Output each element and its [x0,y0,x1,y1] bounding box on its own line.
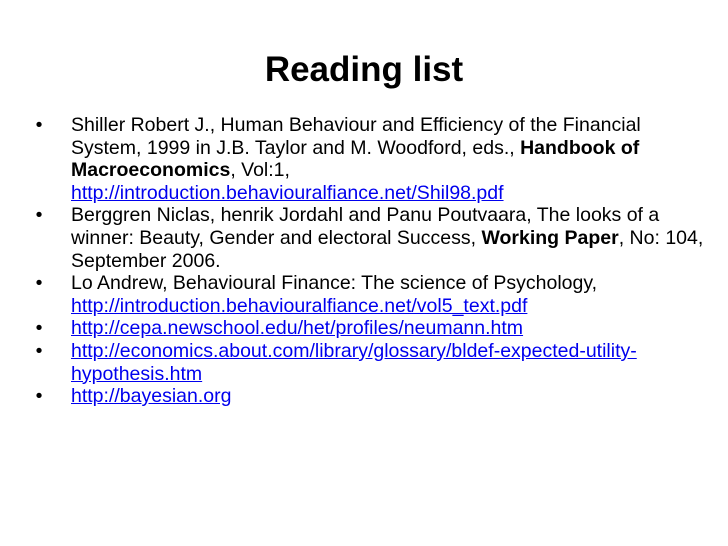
reference-link[interactable]: http://introduction.behaviouralfiance.net/Shil98.pdf [71,181,504,204]
reading-list-item-cepa [28,317,708,340]
publication-title: Working Paper [481,226,619,249]
reference-link[interactable]: http://cepa.newschool.edu/het/profiles/neumann.htm [71,317,524,340]
reading-list-item-shiller [28,114,708,204]
bullet-icon: • [35,385,43,408]
bullet-icon: • [35,317,43,340]
citation-text: , No: 104, September 2006. [71,226,704,272]
slide-title: Reading list [264,50,464,89]
reading-list [28,114,708,408]
reference-link[interactable]: http://introduction.behaviouralfiance.net/vol5_text.pdf [71,294,528,317]
bullet-icon: • [35,272,43,295]
reading-list-item-lo [28,272,708,317]
reading-list-item-berggren [28,204,708,272]
citation-text: Berggren Niclas, henrik Jordahl and Panu Poutvaara, The looks of a winner: Beauty, Gender and electoral Success, [71,204,660,249]
reference-link[interactable]: http://economics.about.com/library/glossary/bldef-expected-utility-hypothesis.htm [71,339,637,385]
reference-link[interactable]: http://bayesian.org [71,385,232,408]
citation-text: Lo Andrew, Behavioural Finance: The science of Psychology, [71,272,598,295]
reading-list-item-bayesian [28,385,708,408]
citation-text: , Vol:1, [230,159,290,182]
bullet-icon: • [35,204,43,227]
bullet-icon: • [35,339,43,362]
reading-list-item-economics [28,340,708,385]
citation-text: Shiller Robert J., Human Behaviour and Efficiency of the Financial System, 1999 in J.B. Taylor and M. Woodford, eds., [71,114,641,159]
bullet-icon: • [35,114,43,136]
publication-title: Handbook of Macroeconomics [71,136,640,182]
